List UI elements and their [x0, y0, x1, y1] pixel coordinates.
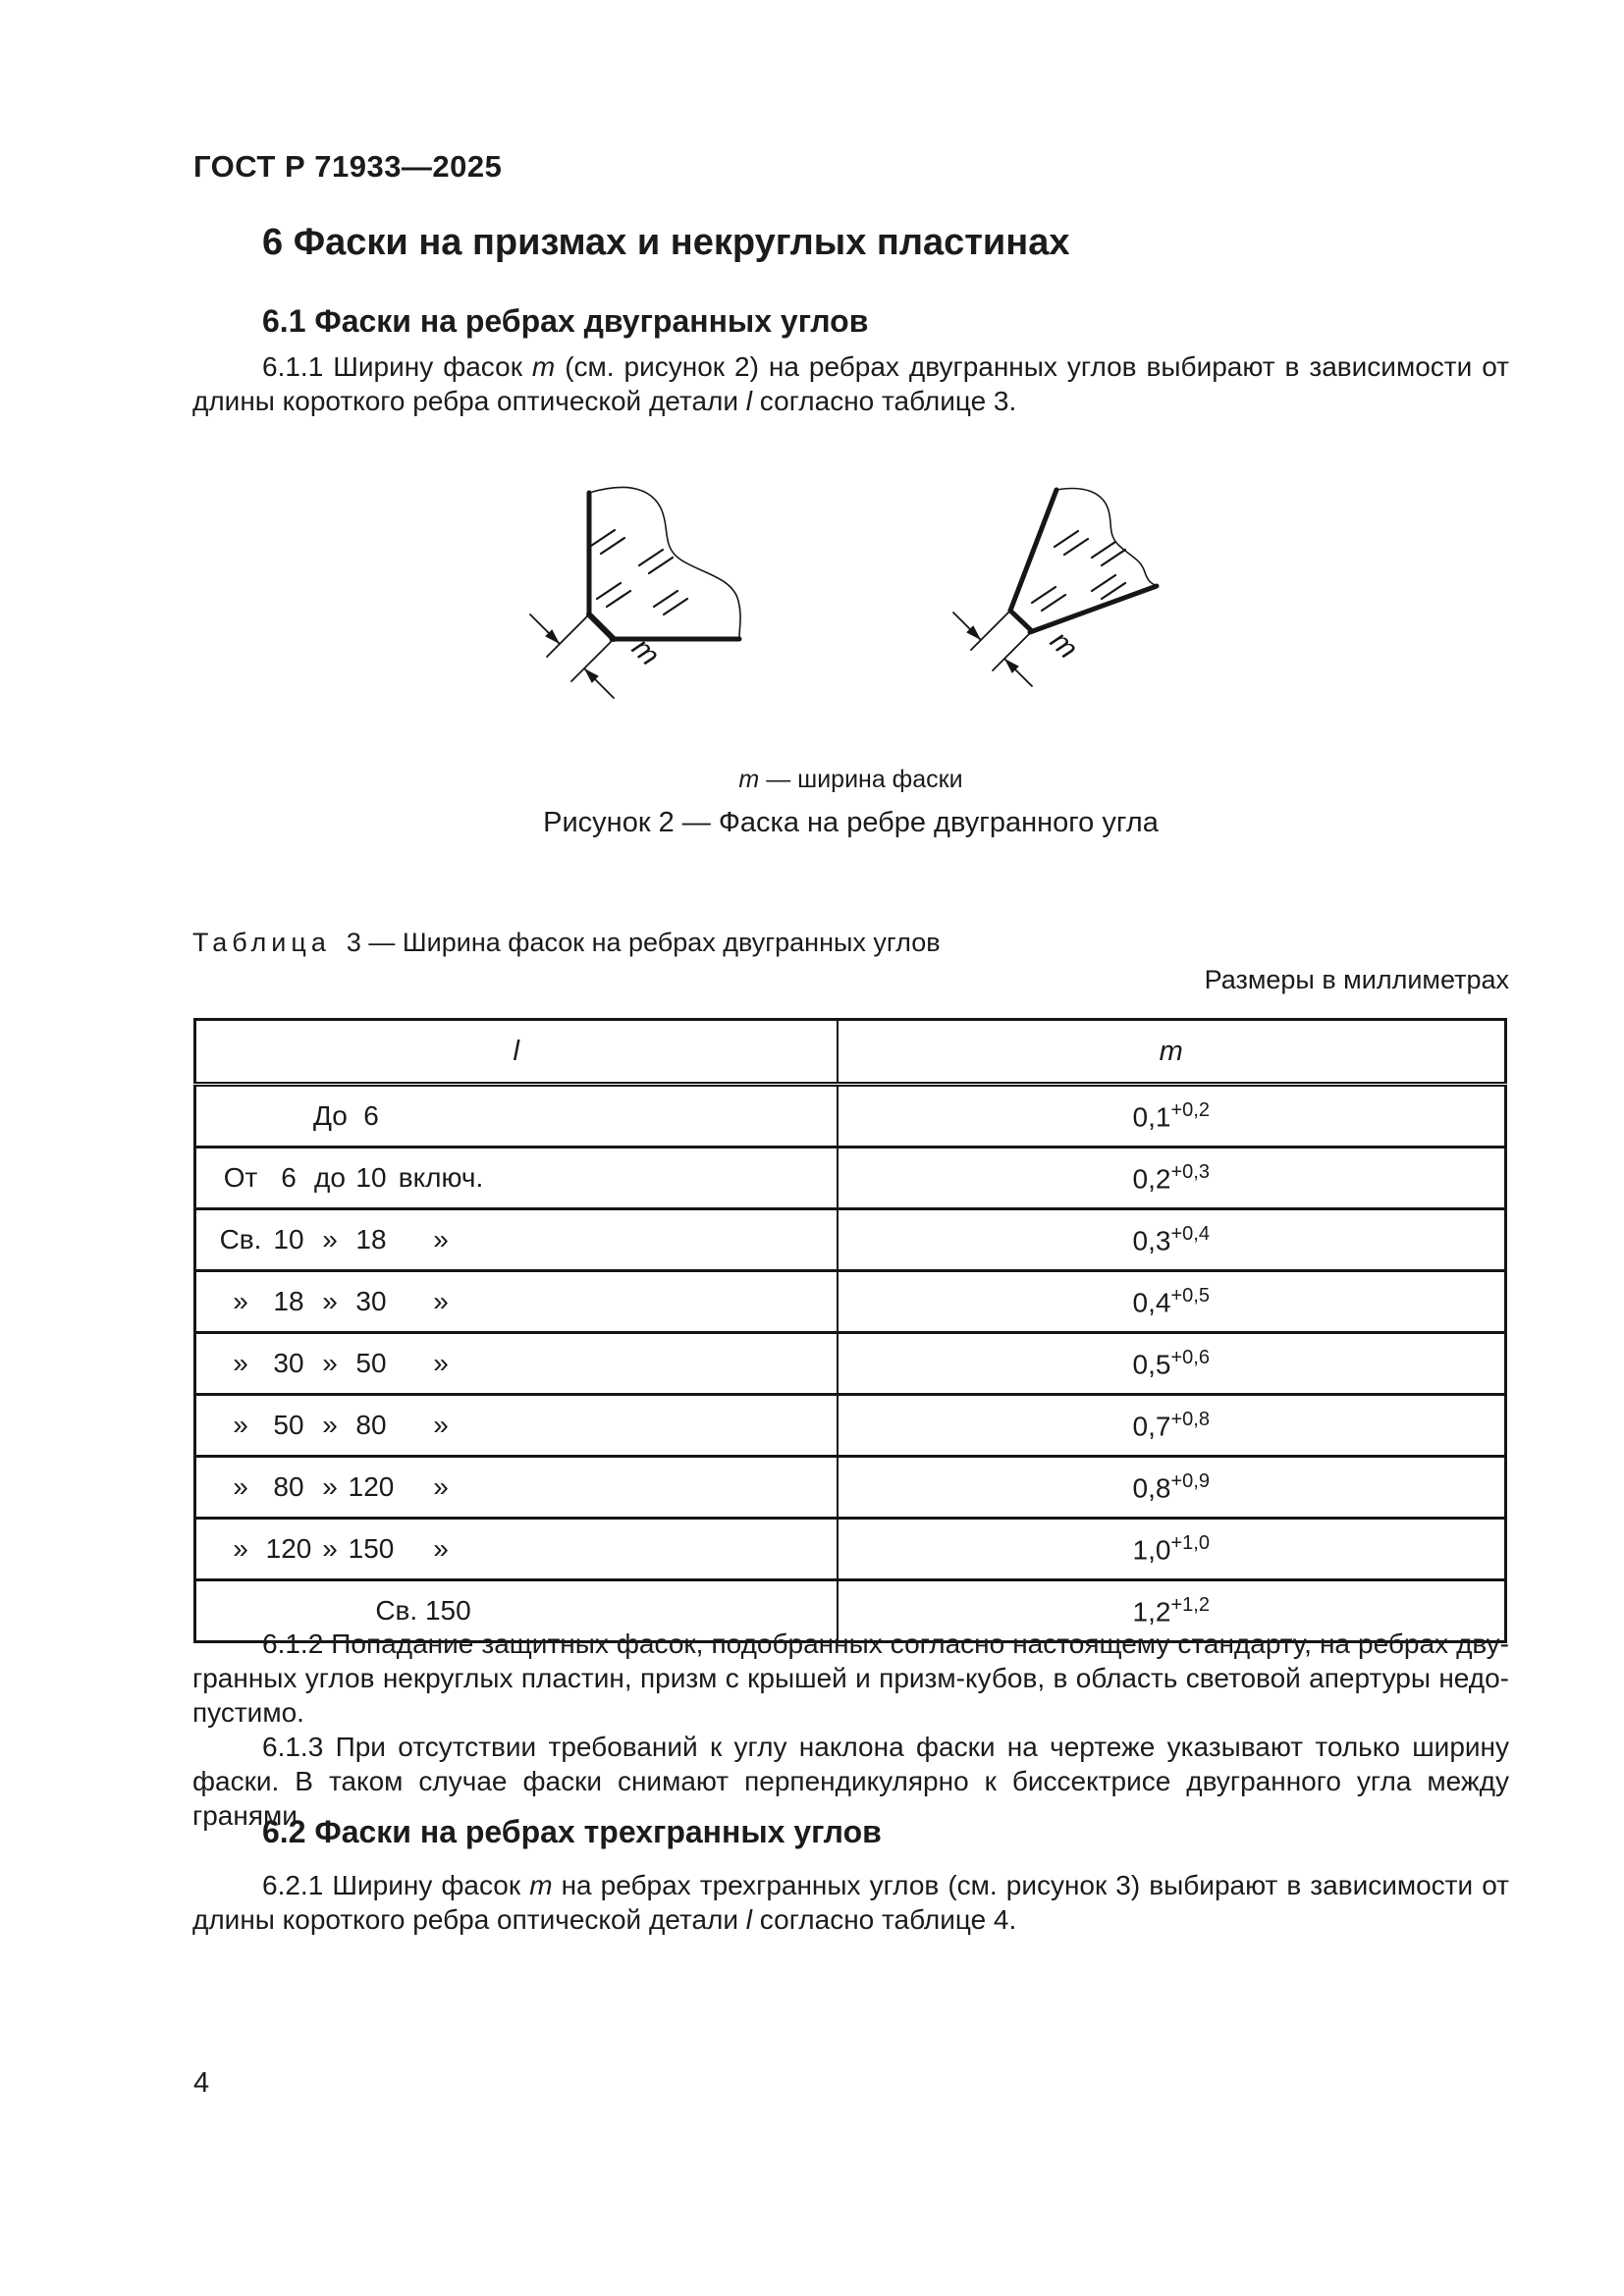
table-row — [195, 1209, 1506, 1271]
range-columns — [197, 1224, 836, 1255]
range-columns — [197, 1162, 836, 1194]
range-columns — [197, 1348, 836, 1379]
range-cell — [195, 1457, 838, 1519]
range-word: » — [433, 1533, 449, 1564]
table-row — [195, 1519, 1506, 1580]
range-word: 30 — [273, 1348, 304, 1378]
chamfer-edge — [589, 614, 614, 639]
range-word: » — [322, 1224, 338, 1255]
range-word: » — [233, 1471, 248, 1502]
size-table — [193, 1018, 1507, 1643]
units-note: Размеры в миллиметрах — [1204, 965, 1509, 994]
table-row — [195, 1148, 1506, 1209]
chamfer-edge — [1010, 611, 1032, 631]
text-run: m — [531, 351, 556, 382]
range-word: включ. — [398, 1162, 484, 1193]
paragraph-6-1-2 — [192, 1627, 1509, 1730]
range-word: 120 — [348, 1471, 395, 1502]
range-word: » — [233, 1286, 248, 1316]
table-row — [195, 1333, 1506, 1395]
range-word: 80 — [273, 1471, 304, 1502]
text-run: 6.2.1 Ширину фасок — [262, 1870, 530, 1900]
right-prism-drawing — [953, 489, 1157, 686]
width-tolerance: +0,4 — [1170, 1222, 1210, 1245]
size-table-body — [195, 1085, 1506, 1642]
text-run: 6.1.2 Попадание защитных фасок, подобранных согласно настоящему стандарту, на ребрах двугранных углов некруглых пластин, призм с крышей и призм-кубов, в область световой апертуры недопустимо. — [192, 1629, 1509, 1728]
width-value-cell — [838, 1457, 1506, 1519]
break-line — [1056, 489, 1157, 586]
range-word: 18 — [355, 1224, 387, 1255]
text-run: 6.1.1 Ширину фасок — [262, 351, 532, 382]
table-row — [195, 1395, 1506, 1457]
range-word: » — [433, 1348, 449, 1378]
width-value-cell — [838, 1085, 1506, 1148]
width-value: 1,0 — [1132, 1534, 1171, 1566]
standard-code: ГОСТ Р 71933—2025 — [193, 149, 503, 184]
range-word — [396, 1100, 486, 1132]
range-cell — [195, 1271, 838, 1333]
text-run: l — [745, 1904, 753, 1935]
range-cell — [195, 1519, 838, 1580]
range-word: » — [433, 1471, 449, 1502]
width-value-cell — [838, 1148, 1506, 1209]
column-header-m: m — [838, 1020, 1506, 1085]
width-value-cell — [838, 1271, 1506, 1333]
range-word: 10 — [273, 1224, 304, 1255]
figure-legend — [192, 766, 1509, 794]
width-value: 0,3 — [1132, 1225, 1171, 1256]
width-value: 0,2 — [1132, 1163, 1171, 1195]
dimension-label-m: m — [625, 631, 667, 672]
range-cell — [195, 1209, 838, 1271]
width-value-cell — [838, 1395, 1506, 1457]
range-columns — [197, 1533, 836, 1565]
width-value: 0,8 — [1132, 1472, 1171, 1504]
text-run: (см. рисунок 2) на ребрах двугранных углов выбирают в зависимости от длины короткого ребра оптической детали — [192, 351, 1509, 416]
paragraph-6-1-1 — [192, 349, 1509, 418]
range-word: 80 — [355, 1410, 387, 1440]
text-run: m — [738, 766, 760, 793]
range-word: До — [313, 1100, 348, 1131]
range-word: 120 — [265, 1533, 312, 1564]
text-run: — ширина фаски — [759, 766, 963, 793]
width-value: 0,1 — [1132, 1101, 1171, 1133]
range-word: От — [223, 1162, 258, 1193]
range-columns — [197, 1286, 836, 1317]
range-word: 50 — [273, 1410, 304, 1440]
dimension-label-m: m — [1044, 624, 1085, 666]
range-word: » — [322, 1348, 338, 1378]
table-title — [192, 928, 941, 958]
range-cell — [195, 1085, 838, 1148]
range-word: » — [322, 1410, 338, 1440]
range-text: Св. 150 — [375, 1595, 471, 1626]
range-word: » — [322, 1471, 338, 1502]
text-run: l — [745, 386, 753, 416]
width-tolerance: +0,9 — [1170, 1469, 1210, 1492]
table-title-rest: 3 — Ширина фасок на ребрах двугранных углов — [346, 928, 941, 957]
width-tolerance: +0,2 — [1170, 1098, 1210, 1121]
range-cell — [195, 1395, 838, 1457]
range-word: » — [322, 1533, 338, 1564]
range-word — [264, 1100, 313, 1132]
text-run: 6.1.3 При отсутствии требований к углу наклона фаски на чертеже указывают только ширину фаски. В таком случае фаски снимают перпендикулярно к биссектрисе двугранного угла между гранями. — [192, 1732, 1509, 1831]
width-tolerance: +0,3 — [1170, 1160, 1210, 1183]
column-header-l: l — [195, 1020, 838, 1085]
range-word: » — [233, 1348, 248, 1378]
width-tolerance: +1,2 — [1170, 1593, 1210, 1616]
range-cell — [195, 1333, 838, 1395]
range-cell — [195, 1148, 838, 1209]
left-prism-drawing — [530, 487, 740, 698]
width-tolerance: +0,6 — [1170, 1346, 1210, 1368]
text-run: согласно таблице 3. — [752, 386, 1017, 416]
width-value-cell — [838, 1519, 1506, 1580]
range-word: 30 — [355, 1286, 387, 1316]
table-row — [195, 1271, 1506, 1333]
range-word: 6 — [363, 1100, 379, 1131]
subsection-heading-6-2: 6.2 Фаски на ребрах трехгранных углов — [262, 1814, 882, 1849]
figure-caption: Рисунок 2 — Фаска на ребре двугранного угла — [543, 807, 1159, 838]
range-word: до — [314, 1162, 346, 1193]
range-word: » — [322, 1286, 338, 1316]
range-word: Св. — [219, 1224, 262, 1255]
section-heading: 6 Фаски на призмах и некруглых пластинах — [262, 222, 1070, 263]
range-word: 50 — [355, 1348, 387, 1378]
text-run: согласно таблице 4. — [752, 1904, 1017, 1935]
text-run: на ребрах трехгранных углов (см. рисунок 3) выбирают в зависимости от длины короткого ребра оптической детали — [192, 1870, 1509, 1935]
width-value: 0,5 — [1132, 1349, 1171, 1380]
range-word: » — [233, 1533, 248, 1564]
width-tolerance: +0,5 — [1170, 1284, 1210, 1307]
glass-hatching — [591, 530, 687, 614]
range-columns — [197, 1100, 836, 1132]
width-value-cell — [838, 1209, 1506, 1271]
range-word: 10 — [355, 1162, 387, 1193]
table-row — [195, 1457, 1506, 1519]
range-word: 18 — [273, 1286, 304, 1316]
glass-hatching — [1032, 531, 1125, 611]
table-title-word: Таблица — [192, 928, 331, 957]
range-word: » — [233, 1410, 248, 1440]
range-word — [217, 1100, 264, 1132]
page-number: 4 — [193, 2067, 210, 2099]
width-tolerance: +0,8 — [1170, 1408, 1210, 1430]
range-word: » — [433, 1286, 449, 1316]
width-value: 1,2 — [1132, 1596, 1171, 1628]
paragraph-6-2-1 — [192, 1868, 1509, 1937]
width-value: 0,7 — [1132, 1411, 1171, 1442]
figure-2-drawings — [511, 452, 1237, 707]
width-value: 0,4 — [1132, 1287, 1171, 1318]
table-row — [195, 1085, 1506, 1148]
range-word: » — [433, 1224, 449, 1255]
text-run: m — [529, 1870, 553, 1900]
range-word: 6 — [281, 1162, 297, 1193]
width-value-cell — [838, 1333, 1506, 1395]
range-word: 150 — [348, 1533, 395, 1564]
range-columns — [197, 1410, 836, 1441]
table-header-row — [195, 1020, 1506, 1085]
subsection-heading-6-1: 6.1 Фаски на ребрах двугранных углов — [262, 303, 869, 339]
range-word: » — [433, 1410, 449, 1440]
width-tolerance: +1,0 — [1170, 1531, 1210, 1554]
range-columns — [197, 1471, 836, 1503]
